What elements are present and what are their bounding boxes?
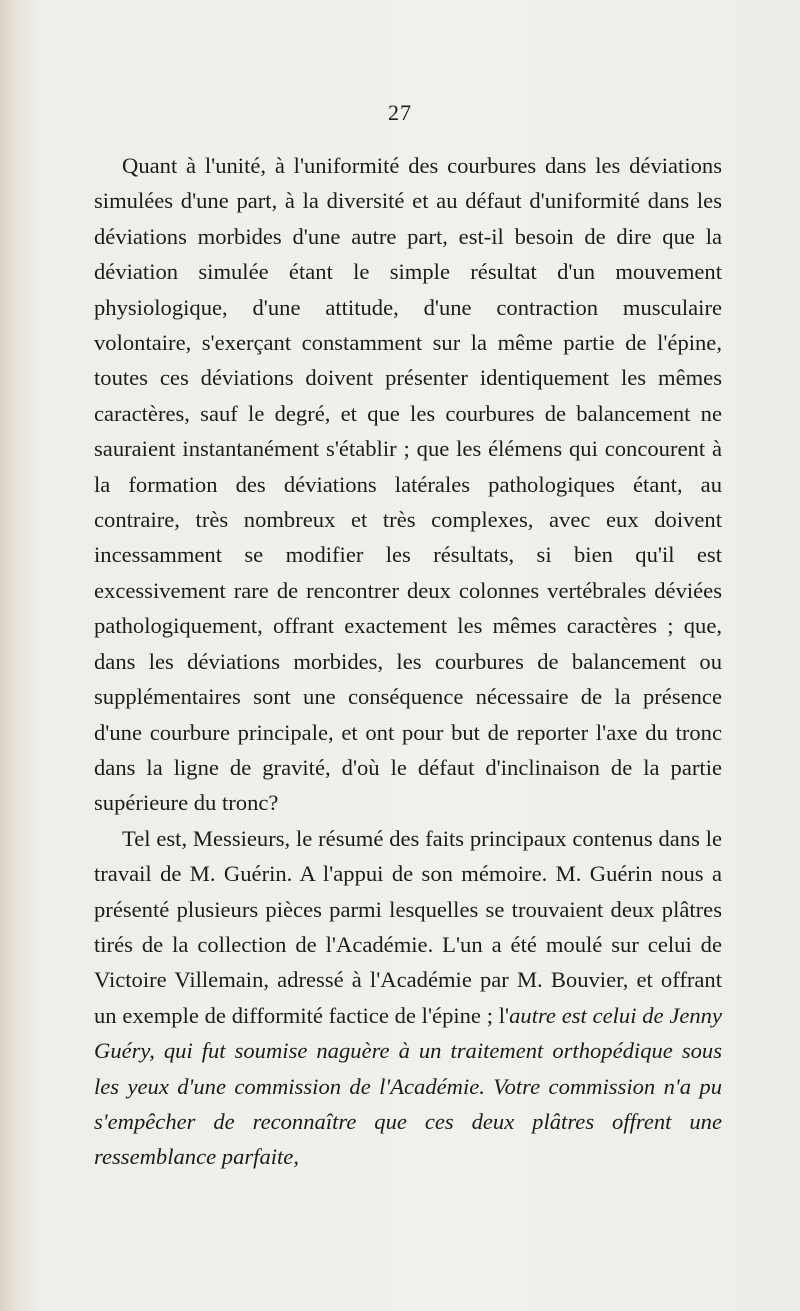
page-number: 27 [388, 100, 412, 125]
paragraph-2-roman-text: Tel est, Messieurs, le résumé des faits principaux contenus dans le travail de M. Guérin. A l'appui de son mémoire. M. Guérin nous a présenté plusieurs pièces parmi lesquelles se trouvaient deux plâtres tirés de la collection de l'Académie. L'un a été moulé sur celui de Victoire Villemain, adressé à l'Académie par M. Bouvier, et offrant un exemple de difformité factice de l'épine ; l' [94, 825, 722, 1028]
paragraph-2 [94, 821, 722, 1175]
paragraph-1: Quant à l'unité, à l'uniformité des courbures dans les déviations simulées d'une part, à la diversité et au défaut d'uniformité dans les déviations morbides d'une autre part, est-il besoin de dire que la déviation simulée étant le simple résultat d'un mouvement physiologique, d'une attitude, d'une contraction musculaire volontaire, s'exerçant constamment sur la même partie de l'épine, toutes ces déviations doivent présenter identiquement les mêmes caractères, sauf le degré, et que les courbures de balancement ne sauraient instantanément s'établir ; que les élémens qui concourent à la formation des déviations latérales pathologiques étant, au contraire, très nombreux et très complexes, avec eux doivent incessamment se modifier les résultats, si bien qu'il est excessivement rare de rencontrer deux colonnes vertébrales déviées pathologiquement, offrant exactement les mêmes caractères ; que, dans les déviations morbides, les courbures de balancement ou supplémentaires sont une conséquence nécessaire de la présence d'une courbure principale, et ont pour but de reporter l'axe du tronc dans la ligne de gravité, d'où le défaut d'inclinaison de la partie supérieure du tronc? [94, 153, 722, 816]
body-text [94, 148, 722, 1175]
paragraph-2-italic-text: autre est celui de Jenny Guéry, qui fut soumise naguère à un traitement orthopédique sous les yeux d'une commission de l'Académie. Votre commission n'a pu s'empêcher de reconnaître que ces deux plâtres offrent une ressemblance parfaite, [94, 1002, 722, 1170]
